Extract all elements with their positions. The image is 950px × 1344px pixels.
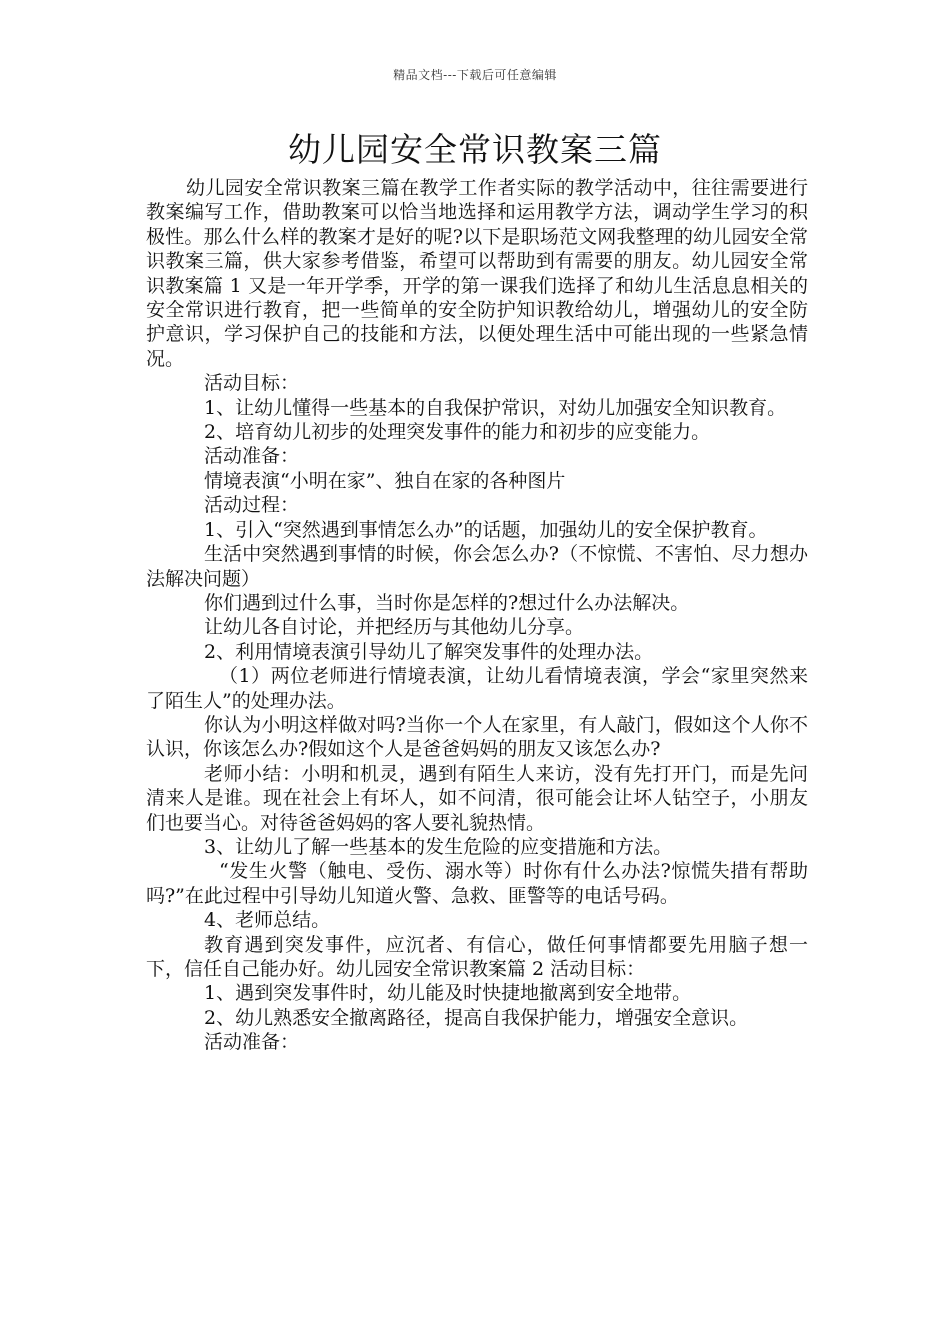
process-substep-1: （1）两位老师进行情境表演，让幼儿看情境表演，学会“家里突然来了陌生人”的处理办法。 bbox=[146, 665, 808, 712]
process-step-3: 3、让幼儿了解一些基本的发生危险的应变措施和方法。 bbox=[204, 835, 673, 858]
goal-item-1: 1、遇到突发事件时，幼儿能及时快捷地撤离到安全地带。 bbox=[204, 982, 692, 1005]
teacher-summary: 老师小结：小明和机灵，遇到有陌生人来访，没有先打开门，而是先问清来人是谁。现在社会上有坏人，如不问清，很可能会让坏人钻空子，小朋友们也要当心。对待爸爸妈妈的客人要礼貌热情。 bbox=[146, 762, 808, 834]
process-paragraph: 你认为小明这样做对吗?当你一个人在家里，有人敲门，假如这个人你不认识，你该怎么办?假如这个人是爸爸妈妈的朋友又该怎么办? bbox=[146, 713, 808, 761]
process-paragraph: 教育遇到突发事件，应沉者、有信心，做任何事情都要先用脑子想一下，信任自己能办好。幼儿园安全常识教案篇 2 活动目标： bbox=[146, 933, 808, 980]
section-heading-process: 活动过程： bbox=[204, 494, 300, 517]
process-step-2: 2、利用情境表演引导幼儿了解突发事件的处理办法。 bbox=[204, 640, 654, 663]
process-paragraph: 你们遇到过什么事，当时你是怎样的?想过什么办法解决。 bbox=[204, 591, 690, 614]
section-heading-preparation: 活动准备： bbox=[204, 445, 300, 468]
section-heading-preparation: 活动准备： bbox=[204, 1031, 300, 1054]
document-title: 幼儿园安全常识教案三篇 bbox=[288, 130, 662, 169]
process-paragraph: 生活中突然遇到事情的时候，你会怎么办?（不惊慌、不害怕、尽力想办法解决问题） bbox=[146, 543, 808, 590]
section-heading-goals: 活动目标： bbox=[204, 372, 300, 395]
page-header-note: 精品文档---下载后可任意编辑 bbox=[393, 68, 557, 82]
process-step-1: 1、引入“突然遇到事情怎么办”的话题，加强幼儿的安全保护教育。 bbox=[204, 518, 768, 541]
process-paragraph: 让幼儿各自讨论，并把经历与其他幼儿分享。 bbox=[204, 616, 585, 639]
goal-item-1: 1、让幼儿懂得一些基本的自我保护常识，对幼儿加强安全知识教育。 bbox=[204, 396, 787, 419]
goal-item-2: 2、幼儿熟悉安全撤离路径，提高自我保护能力，增强安全意识。 bbox=[204, 1006, 749, 1029]
goal-item-2: 2、培育幼儿初步的处理突发事件的能力和初步的应变能力。 bbox=[204, 421, 711, 444]
process-paragraph: “发生火警（触电、受伤、溺水等）时你有什么办法?惊慌失措有帮助吗?”在此过程中引导幼儿知道火警、急救、匪警等的电话号码。 bbox=[146, 860, 808, 907]
preparation-item: 情境表演“小明在家”、独自在家的各种图片 bbox=[204, 469, 566, 492]
document-body bbox=[146, 176, 808, 1055]
process-step-4: 4、老师总结。 bbox=[204, 909, 331, 932]
intro-paragraph: 幼儿园安全常识教案三篇在教学工作者实际的教学活动中，往往需要进行教案编写工作，借助教案可以恰当地选择和运用教学方法，调动学生学习的积极性。那么什么样的教案才是好的呢?以下是职场范文网我整理的幼儿园安全常识教案三篇，供大家参考借鉴，希望可以帮助到有需要的朋友。幼儿园安全常识教案篇 1 又是一年开学季，开学的第一课我们选择了和幼儿生活息息相关的安全常识进行教育，把一些简单的安全防护知识教给幼儿，增强幼儿的安全防护意识，学习保护自己的技能和方法，以便处理生活中可能出现的一些紧急情况。 bbox=[146, 177, 808, 370]
